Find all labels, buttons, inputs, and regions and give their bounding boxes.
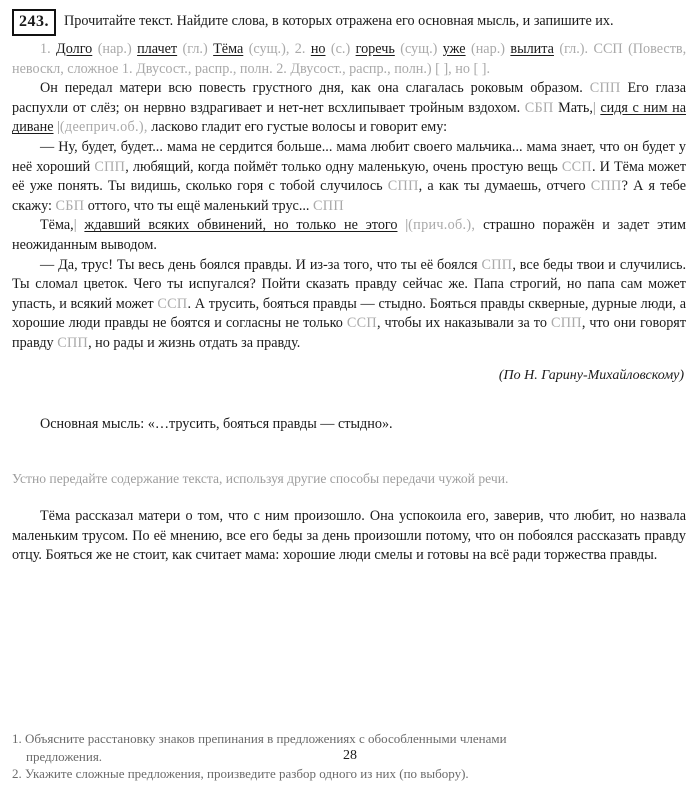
p1-marker-deepr: (дееприч.об.), (59, 119, 148, 136)
analysis-word-4: но (310, 41, 326, 57)
analysis-word-1: Долго (56, 41, 93, 57)
p2-part-c: . И Тёма может её уже понять. Ты видишь, сколько горя с тобой случилось (12, 158, 687, 195)
exercise-header (0, 0, 700, 36)
text-paragraph-1 (12, 79, 686, 138)
p3-part-c: страшно поражён и задет этим неожиданным выводом. (12, 217, 687, 253)
analysis-mark-7: (гл.). (559, 41, 589, 57)
p3-marker-prich: (прич.об.), (408, 217, 476, 234)
p2-marker-spp-4: СПП (313, 197, 344, 214)
analysis-word-7: вылита (510, 41, 554, 57)
p1-marker-sbp: СБП (524, 99, 554, 116)
exercise-task: Прочитайте текст. Найдите слова, в которых отражена его основная мысль, и запишите их. (64, 13, 614, 29)
oral-task-hint: Устно передайте содержание текста, используя другие способы передачи чужой речи. (12, 471, 509, 487)
p4-marker-spp-2: СПП (550, 315, 582, 332)
attribution: (По Н. Гарину-Михайловскому) (498, 367, 684, 383)
analysis-word-5: горечь (355, 41, 395, 57)
page-number: 28 (343, 747, 357, 763)
analysis-scheme: ССП (Повеств, невоскл, сложное 1. Двусост., распр., полн. 2. Двусост., распр., полн.) [ ], но [ ]. (12, 41, 687, 77)
document-body (0, 36, 700, 354)
p2-part-d: , а как ты думаешь, отчего (418, 178, 586, 195)
footer-question-2: 2. Укажите сложные предложения, произведите разбор одного из них (по выбору). (12, 766, 469, 782)
p2-part-f: оттого, что ты ещё маленький трус... (87, 197, 310, 214)
p2-part-b: , любящий, когда поймёт только одну маленькую, очень простую вещь (125, 158, 558, 175)
analysis-mark-4: (с.) (330, 41, 351, 57)
p4-part-a: — Да, трус! Ты весь день боялся правды. И из-за того, что ты её боялся (40, 256, 478, 273)
exercise-number: 243. (12, 9, 56, 36)
p2-marker-spp-3: СПП (590, 178, 622, 195)
phrase-bar-open-1: | (592, 99, 596, 116)
text-paragraph-4 (12, 256, 686, 354)
analysis-index-2: , 2. (285, 41, 306, 57)
main-idea-text: Основная мысль: «…трусить, бояться правды — стыдно». (40, 415, 393, 432)
p4-marker-spp-3: СПП (57, 334, 89, 351)
p1-participial-phrase: сидя с ним на диване (12, 99, 687, 136)
analysis-mark-3: (сущ.) (248, 41, 286, 57)
p4-part-c: . А трусить, бояться правды — стыдно. Бояться правды скверные, дурные люди, а хорошие люди правды не боятся и согласны не только (12, 295, 686, 332)
p2-marker-spp-2: СПП (387, 178, 419, 195)
phrase-bar-close-2: | (405, 217, 409, 234)
text-paragraph-3 (12, 216, 686, 255)
analysis-paragraph (12, 40, 686, 79)
analysis-mark-2: (гл.) (182, 41, 208, 57)
p1-part-e: ласково гладит его густые волосы и говорит ему: (151, 119, 448, 136)
p1-marker-spp-1: СПП (589, 80, 621, 97)
analysis-mark-1: (нар.) (97, 41, 132, 57)
text-paragraph-2 (12, 138, 686, 216)
analysis-index-1: 1. (40, 41, 51, 57)
analysis-mark-5: (сущ.) (400, 41, 438, 57)
phrase-bar-open-2: | (73, 217, 77, 234)
p4-part-e: , что они говорят правду (12, 315, 687, 351)
p2-marker-sbp: СБП (55, 197, 85, 214)
analysis-word-2: плачет (137, 41, 178, 57)
p3-part-a: Тёма, (40, 217, 74, 234)
analysis-mark-6: (нар.) (470, 41, 505, 57)
analysis-word-6: уже (442, 41, 466, 57)
p4-marker-spp-1: СПП (481, 256, 513, 273)
p2-part-e: ? А я тебе скажу: (12, 178, 686, 214)
p2-marker-spp-1: СПП (94, 158, 126, 175)
p2-part-a: — Ну, будет, будет... мама не сердится больше... мама любит своего мальчика... мама знает, что он будет у неё хороший (12, 138, 686, 175)
p3-participial-phrase: ждавший всяких обвинений, но только не этого (84, 217, 398, 234)
footer-question-1-line2: предложения. (26, 748, 103, 764)
p2-marker-ssp-1: ССП (561, 158, 592, 175)
phrase-bar-close-1: | (57, 119, 60, 136)
analysis-word-3: Тёма (213, 41, 244, 57)
retelling-block (0, 489, 700, 566)
retelling-text: Тёма рассказал матери о том, что с ним произошло. Она успокоила его, заверив, что любит, но назвала маленьким трусом. По её мнению, все его беды за день произошли потому, что он побоялся рассказать правду отцу. Бояться же не стоит, как считает мама: хорошие люди смелы и готовы на всё ради торжества правды. (12, 508, 686, 564)
footer-question-1-line1: 1. Объясните расстановку знаков препинания в предложениях с обособленными членами (12, 731, 507, 747)
p1-part-c: Мать, (558, 99, 593, 116)
p1-part-b: Его глаза распухли от слёз; он нервно вздрагивает и нет-нет всхлипывает тройным вздохом. (12, 80, 687, 116)
p4-marker-ssp-2: ССП (346, 315, 377, 332)
main-idea-block (0, 385, 700, 435)
p1-part-a: Он передал матери всю повесть грустного дня, как она слагалась роковым образом. (40, 80, 583, 97)
p4-part-d: , чтобы их наказывали за то (376, 315, 547, 332)
p4-marker-ssp-1: ССП (157, 295, 188, 312)
p4-part-b: , все беды твои и случились. Ты сломал цветок. Чего ты испугался? Пойти сказать правду сейчас же. Папа строгий, но папа сам может упасть, и всякий может (12, 256, 687, 312)
p4-part-f: , но рады и жизнь отдать за правду. (88, 334, 301, 351)
